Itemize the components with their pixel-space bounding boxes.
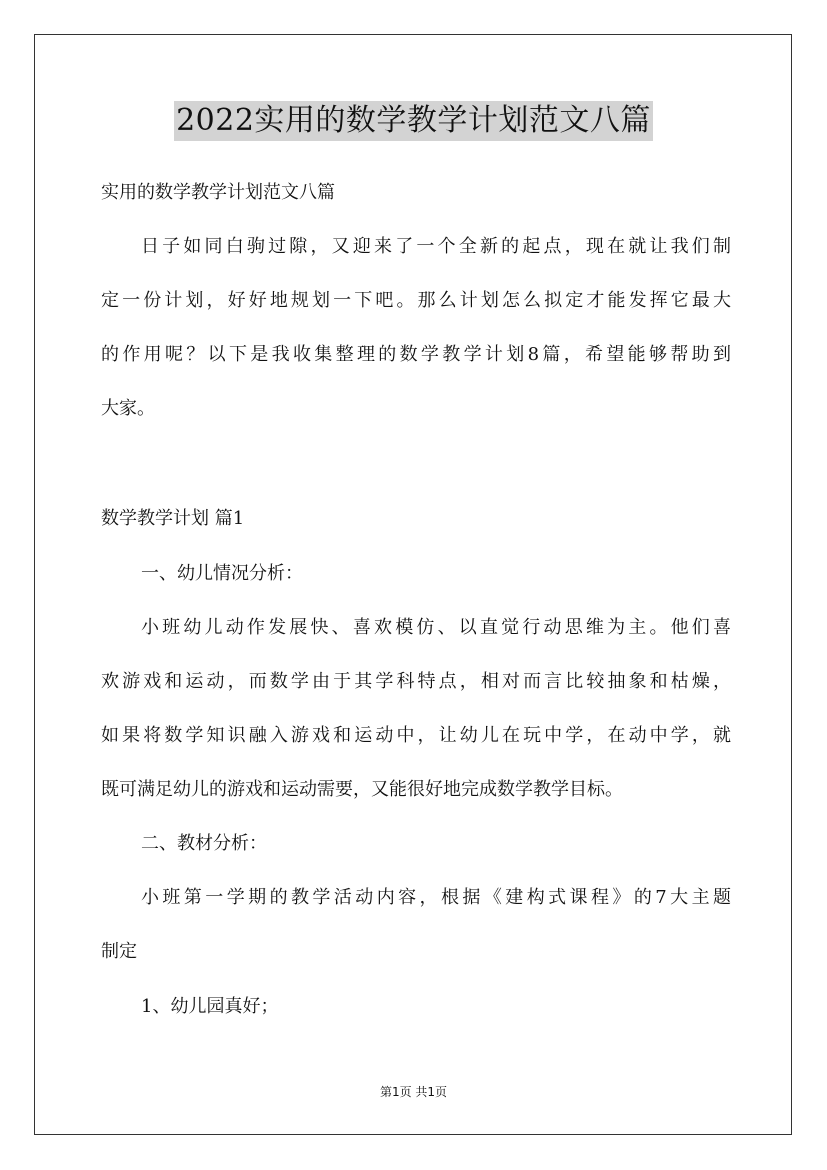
body-paragraph-line: 欢游戏和运动，而数学由于其学科特点，相对而言比较抽象和枯燥， (101, 671, 731, 692)
intro-paragraph-line: 定一份计划，好好地规划一下吧。那么计划怎么拟定才能发挥它最大 (101, 290, 731, 311)
subtitle-line: 实用的数学教学计划范文八篇 (101, 182, 335, 203)
list-item: 1、幼儿园真好； (141, 996, 279, 1017)
title-block (0, 101, 827, 141)
intro-paragraph-line: 的作用呢？以下是我收集整理的数学教学计划8篇，希望能够帮助到 (101, 344, 731, 365)
document-title: 2022实用的数学教学计划范文八篇 (174, 101, 653, 141)
subheading-child-analysis: 一、幼儿情况分析： (141, 563, 303, 584)
section-heading: 数学教学计划 篇1 (101, 508, 245, 529)
body-paragraph-line: 如果将数学知识融入游戏和运动中，让幼儿在玩中学，在动中学，就 (101, 725, 731, 746)
body-paragraph-line: 既可满足幼儿的游戏和运动需要，又能很好地完成数学教学目标。 (101, 779, 623, 800)
subheading-material-analysis: 二、教材分析： (141, 833, 267, 854)
body-paragraph-line: 小班第一学期的教学活动内容，根据《建构式课程》的7大主题 (141, 887, 731, 908)
intro-paragraph-line: 大家。 (101, 398, 155, 419)
body-paragraph-line: 制定 (101, 941, 137, 962)
intro-paragraph-line: 日子如同白驹过隙，又迎来了一个全新的起点，现在就让我们制 (141, 236, 731, 257)
page-footer: 第1页 共1页 (379, 1085, 448, 1099)
body-paragraph-line: 小班幼儿动作发展快、喜欢模仿、以直觉行动思维为主。他们喜 (141, 617, 731, 638)
